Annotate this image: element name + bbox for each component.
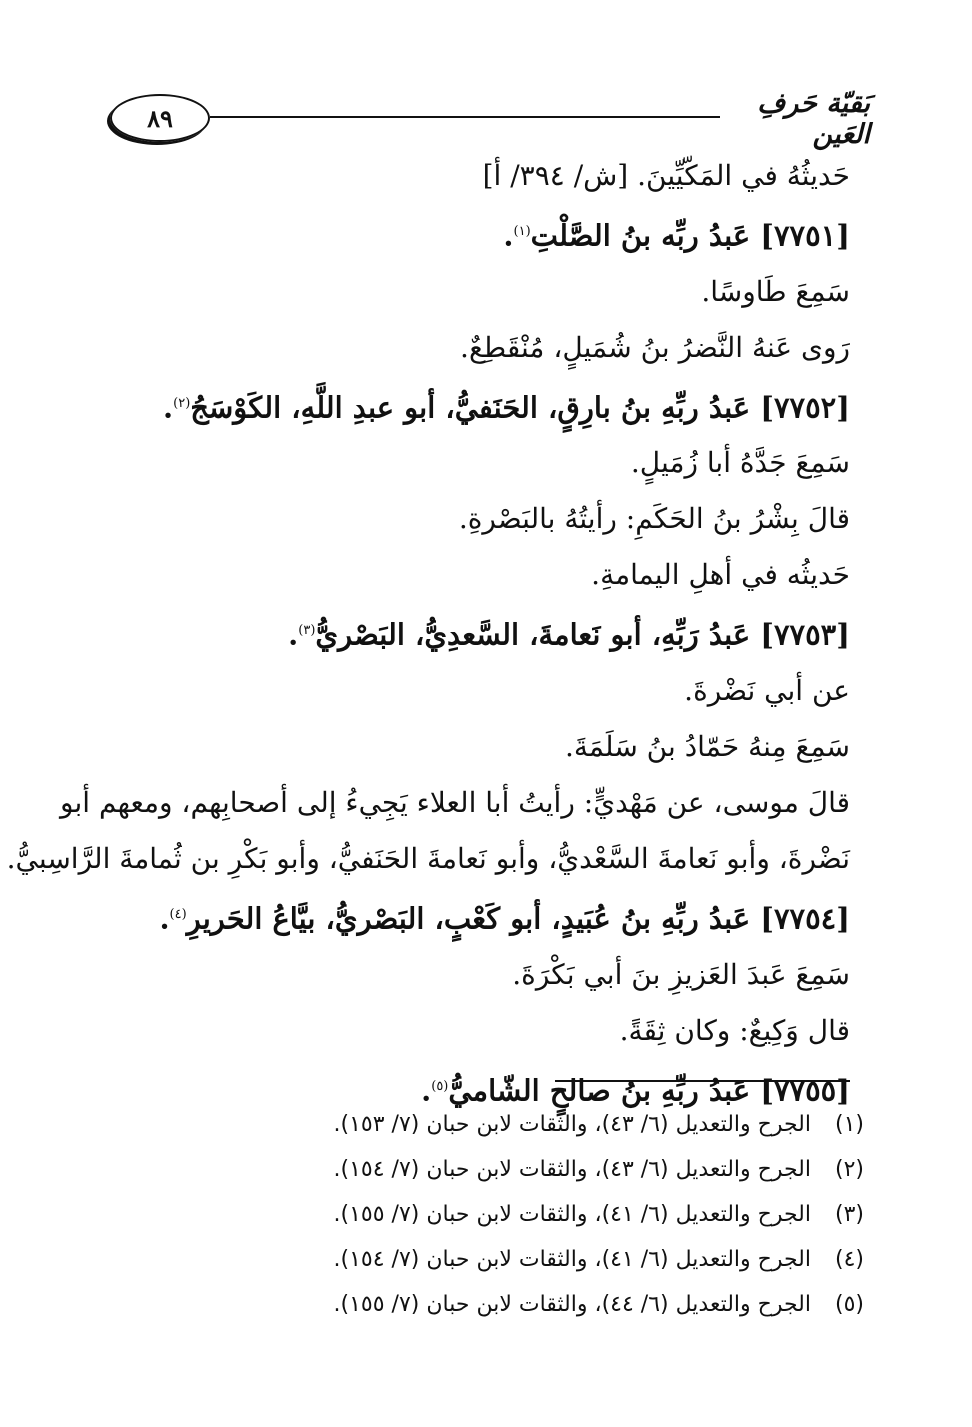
- footnote-item: [300, 1282, 864, 1327]
- page-number: ٨٩: [110, 94, 210, 142]
- footnote-text: الجرح والتعديل (٦/ ٤٣)، والثقات لابن حبان (٧/ ١٥٤).: [333, 1157, 811, 1182]
- main-text: [6, 148, 850, 1118]
- footnote-number: (٢): [834, 1157, 864, 1182]
- footnotes: [300, 1102, 864, 1327]
- entry-title: [٧٧٥١] عَبدُ ربِّه بنُ الصَّلْتِ: [530, 218, 850, 253]
- paragraph-line-2: نَضْرةَ، وأبو نَعامةَ السَّعْديُّ، وأبو نَعامةَ الحَنَفيُّ، وأبو بَكْرِ بن ثُمامةَ الرَّاسِبيُّ.: [6, 841, 850, 875]
- punctuation: .: [288, 617, 299, 652]
- running-title: بَقيّة حَرفِ العَين: [757, 88, 870, 150]
- footnote-item: [300, 1192, 864, 1237]
- entry-title: [٧٧٥٤] عَبدُ ربِّهِ بنُ عُبَيدٍ، أبو كَعْبٍ، البَصْريُّ، بيَّاعُ الحَريرِ: [186, 901, 850, 936]
- footnote-ref: (٣): [298, 623, 316, 639]
- footnote-text: الجرح والتعديل (٦/ ٤١)، والثقات لابن حبان (٧/ ١٥٤).: [333, 1247, 811, 1272]
- punctuation: .: [421, 1073, 432, 1108]
- text-line: سَمِعَ عَبدَ العَزيزِ بنَ أبي بَكْرَةَ.: [512, 957, 850, 991]
- footnote-item: [300, 1237, 864, 1282]
- footnote-number: (٣): [834, 1202, 864, 1227]
- footnote-text: الجرح والتعديل (٦/ ٤١)، والثقات لابن حبان (٧/ ١٥٥).: [333, 1202, 811, 1227]
- footnote-number: (٥): [834, 1292, 864, 1317]
- entry-title: [٧٧٥٢] عَبدُ ربِّهِ بنُ بارِقٍ، الحَنَفيُّ، أبو عبدِ اللَّهِ، الكَوْسَجُ: [190, 390, 850, 425]
- text-line: حَديثُه في أهلِ اليمامةِ.: [591, 558, 850, 592]
- text-line: قالَ بِشْرُ بنُ الحَكَمِ: رأيتُهُ بالبَصْرةِ.: [458, 502, 850, 536]
- footnote-ref: (٢): [173, 395, 191, 411]
- footnote-number: (٤): [834, 1247, 864, 1272]
- paragraph-line-1: قالَ موسى، عن مَهْديٍّ: رأيتُ أبا العلاء يَجِيءُ إلى أصحابِهم، ومعهم أبو: [60, 785, 850, 819]
- text-line: سَمِعَ جَدَّهُ أبا زُمَيلٍ.: [630, 446, 850, 480]
- text-line: حَديثُهُ في المَكّيِّينَ. [ش/ ٣٩٤/ أ]: [482, 159, 850, 192]
- text-line: قال وَكِيعٌ: وكان ثِقَةً.: [619, 1013, 850, 1047]
- footnote-text: الجرح والتعديل (٦/ ٤٤)، والثقات لابن حبان (٧/ ١٥٥).: [333, 1292, 811, 1317]
- text-line: سَمِعَ طَاوسًا.: [701, 274, 850, 308]
- entry-heading-7752: [108, 376, 850, 436]
- entry-title: [٧٧٥٣] عَبدُ رَبِّهِ، أبو نَعامةَ، السَّعدِيُّ، البَصْريُّ: [315, 617, 850, 652]
- footnote-item: [300, 1102, 864, 1147]
- entry-heading-7753: [108, 603, 850, 663]
- footnote-item: [300, 1147, 864, 1192]
- footnote-text: الجرح والتعديل (٦/ ٤٣)، والثقات لابن حبان (٧/ ١٥٣).: [333, 1112, 811, 1137]
- text-line: سَمِعَ مِنهُ حَمّادُ بنُ سَلَمَةَ.: [564, 729, 850, 763]
- punctuation: .: [163, 390, 174, 425]
- text-line: عن أبي نَضْرةَ.: [684, 673, 850, 707]
- entry-title: [٧٧٥٥] عَبدُ ربِّهِ بنُ صالحٍ الشّاميُّ: [448, 1073, 850, 1108]
- footnote-ref: (١): [513, 224, 531, 239]
- punctuation: .: [159, 901, 170, 936]
- punctuation: .: [503, 218, 514, 253]
- text-line: رَوى عَنهُ النَّضرُ بنُ شُمَيلٍ، مُنْقَطِعٌ.: [460, 330, 850, 364]
- header-rule: [210, 116, 720, 118]
- footnote-separator: [555, 1080, 850, 1082]
- footnote-ref: (٥): [431, 1078, 449, 1094]
- page-header: [110, 88, 870, 150]
- footnote-number: (١): [834, 1112, 864, 1137]
- entry-heading-7751: [108, 204, 850, 264]
- entry-heading-7754: [108, 887, 850, 947]
- footnote-ref: (٤): [169, 906, 187, 922]
